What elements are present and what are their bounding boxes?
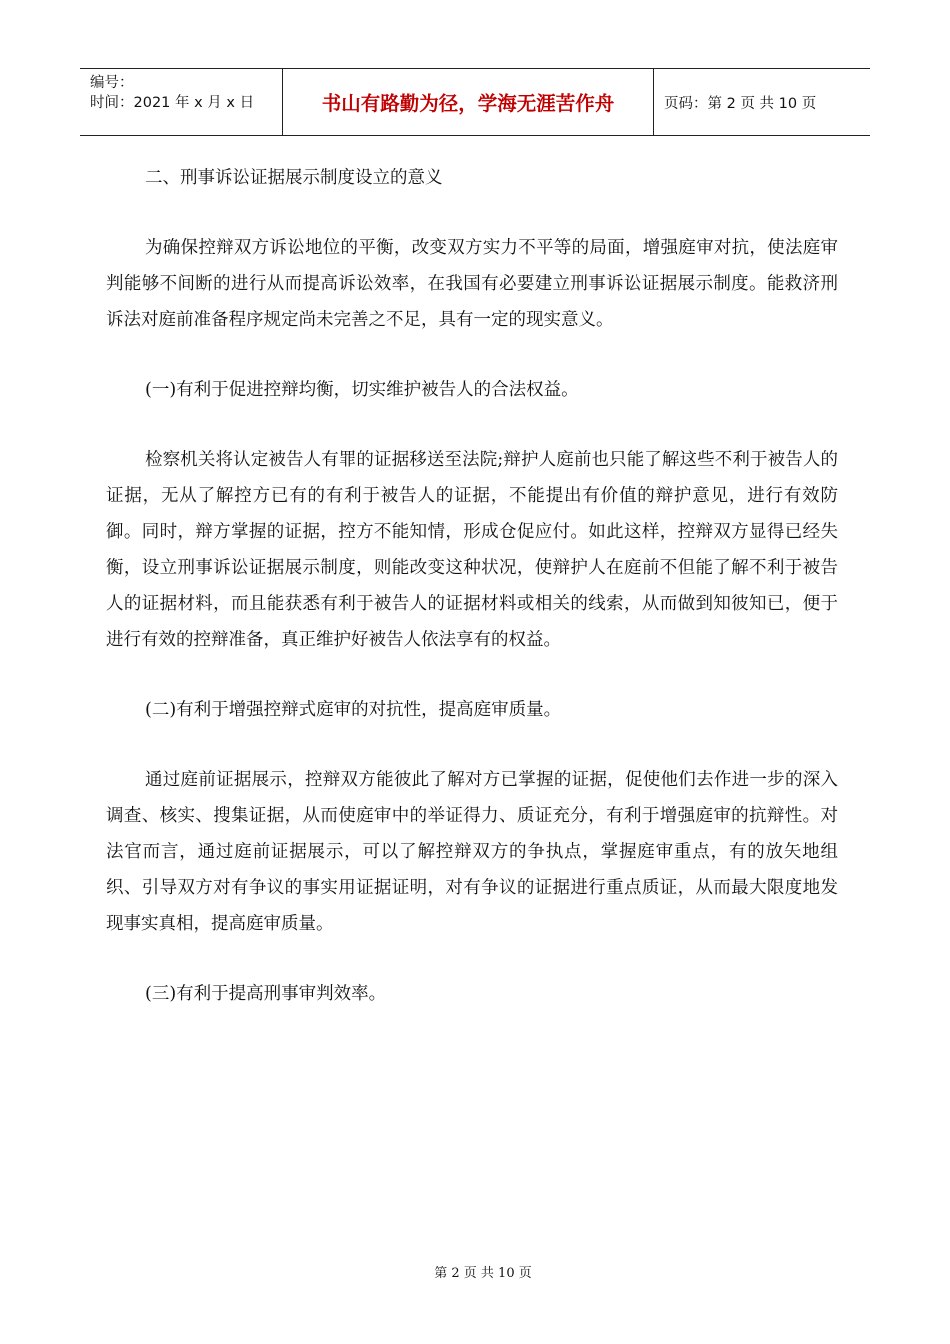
paragraph-2: 通过庭前证据展示，控辩双方能彼此了解对方已掌握的证据，促使他们去作进一步的深入调查、核实、搜集证据，从而使庭审中的举证得力、质证充分，有利于增强庭审的抗辩性。对法官而言，通过庭前证据展示，可以了解控辩双方的争执点，掌握庭审重点，有的放矢地组织、引导双方对有争议的事实用证据证明，对有争议的证据进行重点质证，从而最大限度地发现事实真相，提高庭审质量。 (106, 770, 838, 934)
header-number-label: 编号： (90, 75, 134, 91)
header-motto: 书山有路勤为径，学海无涯苦作舟 (282, 69, 654, 135)
document-body (106, 160, 838, 1012)
header-meta (80, 69, 282, 135)
page-header (80, 68, 870, 136)
page-footer: 第 2 页 共 10 页 (434, 1266, 532, 1281)
paragraph-intro: 为确保控辩双方诉讼地位的平衡，改变双方实力不平等的局面，增强庭审对抗，使法庭审判能够不间断的进行从而提高诉讼效率，在我国有必要建立刑事诉讼证据展示制度。能救济刑诉法对庭前准备程序规定尚未完善之不足，具有一定的现实意义。 (106, 238, 838, 330)
section-heading: 二、刑事诉讼证据展示制度设立的意义 (145, 168, 443, 188)
subheading-2: (二)有利于增强控辩式庭审的对抗性，提高庭审质量。 (145, 700, 562, 720)
paragraph-1: 检察机关将认定被告人有罪的证据移送至法院;辩护人庭前也只能了解这些不利于被告人的证据，无从了解控方已有的有利于被告人的证据，不能提出有价值的辩护意见，进行有效防御。同时，辩方掌握的证据，控方不能知情，形成仓促应付。如此这样，控辩双方显得已经失衡，设立刑事诉讼证据展示制度，则能改变这种状况，使辩护人在庭前不但能了解不利于被告人的证据材料，而且能获悉有利于被告人的证据材料或相关的线索，从而做到知彼知已，便于进行有效的控辩准备，真正维护好被告人依法享有的权益。 (106, 450, 838, 650)
subheading-1: (一)有利于促进控辩均衡，切实维护被告人的合法权益。 (145, 380, 579, 400)
header-date-label: 时间：2021 年 x 月 x 日 (90, 95, 255, 111)
header-page-info: 页码：第 2 页 共 10 页 (664, 95, 817, 112)
subheading-3: (三)有利于提高刑事审判效率。 (145, 984, 387, 1004)
